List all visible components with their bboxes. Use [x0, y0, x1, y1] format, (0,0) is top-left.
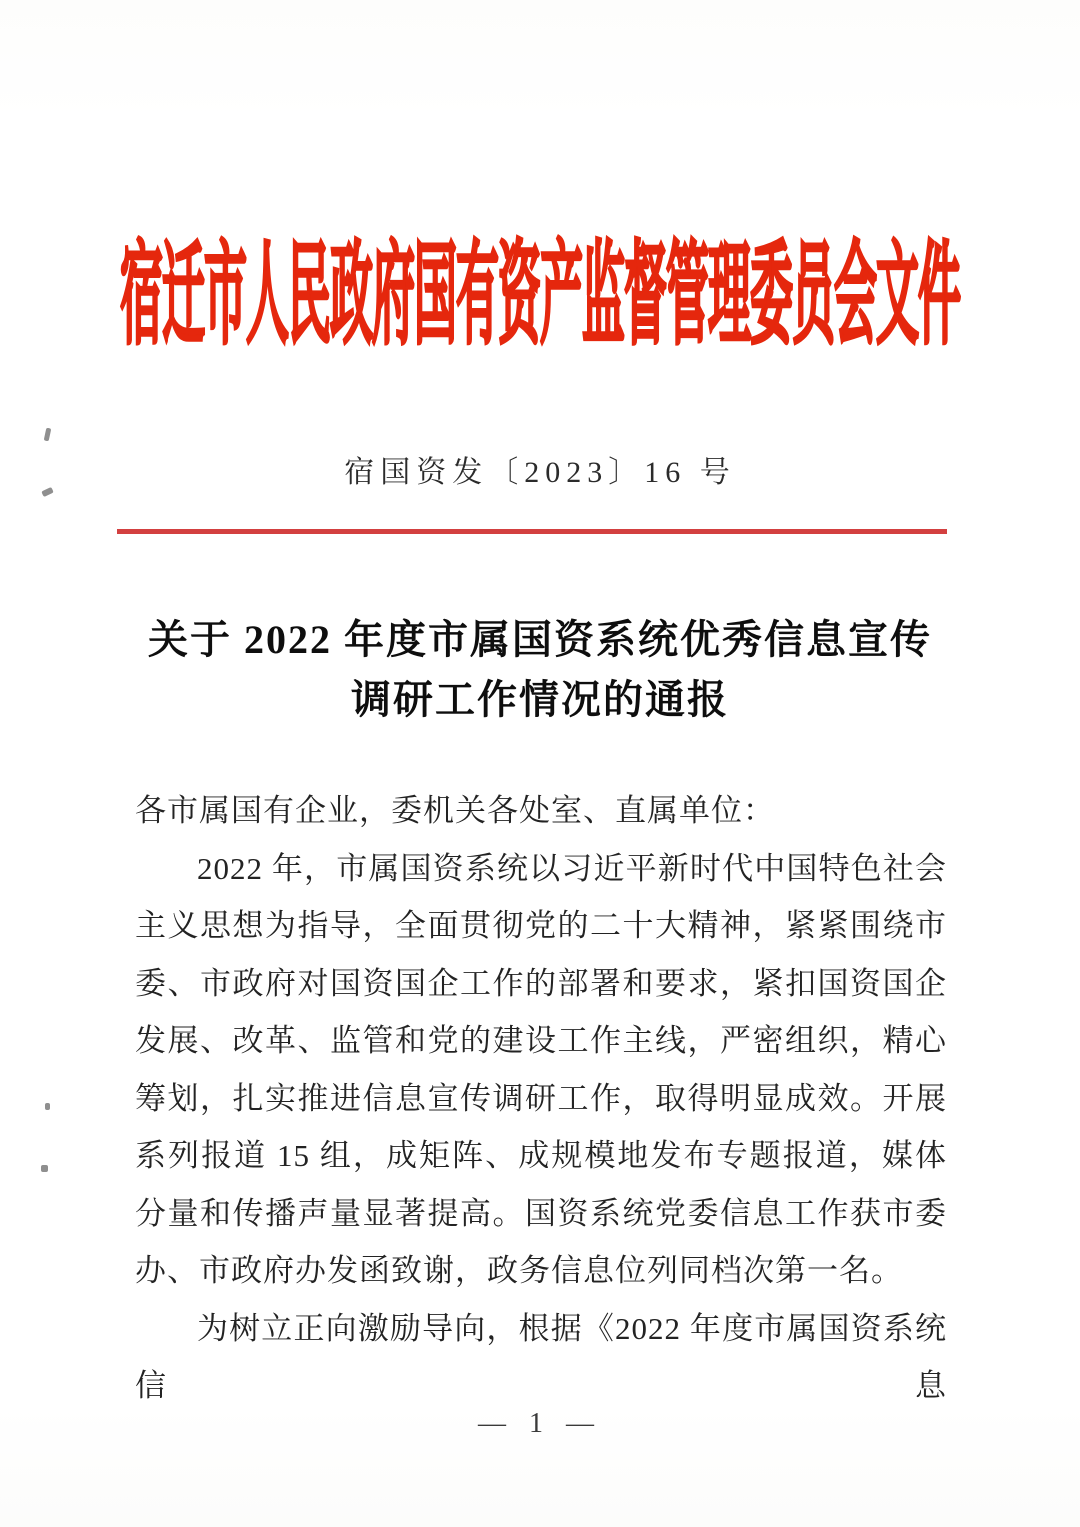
document-title-line2: 调研工作情况的通报 — [351, 677, 729, 722]
page-number: — 1 — — [478, 1408, 602, 1439]
scan-artifact — [44, 428, 52, 442]
red-divider-rule — [117, 529, 947, 534]
salutation-line: 各市属国有企业，委机关各处室、直属单位： — [135, 793, 775, 828]
scan-artifact — [45, 1103, 50, 1110]
document-title — [90, 610, 990, 730]
document-title-line1: 关于 2022 年度市属国资系统优秀信息宣传 — [148, 617, 932, 662]
document-number: 宿国资发〔2023〕16 号 — [344, 456, 736, 489]
body-paragraph-2: 为树立正向激励导向，根据《2022 年度市属国资系统信息 — [135, 1310, 947, 1403]
letterhead-title: 宿迁市人民政府国有资产监督管理委员会文件 — [120, 236, 960, 359]
document-body — [135, 782, 947, 1415]
body-paragraph-1: 2022 年，市属国资系统以习近平新时代中国特色社会主义思想为指导，全面贯彻党的二十大精神，紧紧围绕市委、市政府对国资国企工作的部署和要求，紧扣国资国企发展、改革、监管和党的建设工作主线，严密组织，精心筹划，扎实推进信息宣传调研工作，取得明显成效。开展系列报道 15 组，成矩阵、成规模地发布专题报道，媒体分量和传播声量显著提高。国资系统党委信息工作获市委办、市政府办发函致谢，政务信息位列同档次第一名。 — [135, 850, 947, 1288]
scan-artifact — [41, 1165, 48, 1172]
letterhead-banner — [0, 208, 1080, 359]
